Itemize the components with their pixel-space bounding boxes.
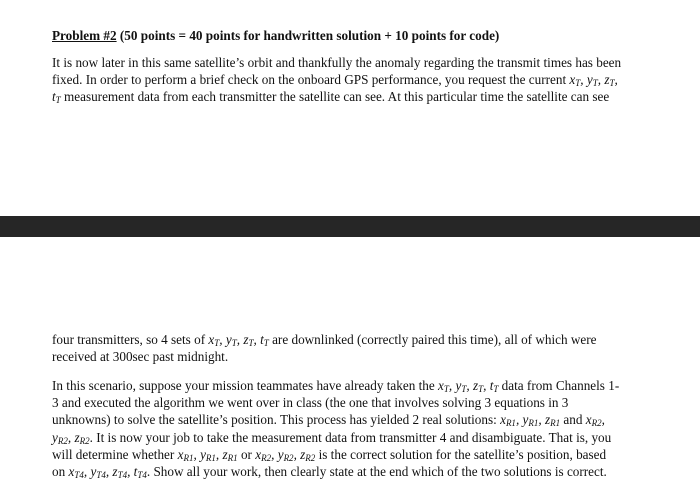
text-run: fixed. In order to perform a brief check on the onboard GPS performance, you request the current: [52, 72, 567, 88]
paragraph-2: [52, 331, 670, 365]
paragraph-1: [52, 54, 670, 106]
text-run: 3 and executed the algorithm we went over in class (the one that involves solving 3 equations in 3: [52, 395, 569, 411]
problem-heading: [52, 27, 672, 44]
paragraph-2-line: [52, 348, 670, 365]
text-run: and: [563, 412, 583, 428]
paragraph-2-line: four transmitters, so 4 sets of $x_T$, $y_T$, $z_T$, $t_T$ are downlinked (correctly paired this time), all of which were: [52, 332, 597, 348]
text-run: is the correct solution for the satellite’s position, based: [318, 446, 607, 462]
paragraph-3: [52, 377, 670, 480]
paragraph-1-line: [52, 54, 670, 71]
document-page-top: [0, 0, 700, 216]
text-run: It is now later in this same satellite’s orbit and thankfully the anomaly regarding the transmit times has been: [52, 55, 622, 70]
text-run: on: [52, 464, 66, 480]
text-run: unknowns) to solve the satellite’s position. This process has yielded 2 real solutions:: [52, 412, 497, 428]
paragraph-1-line: fixed. In order to perform a brief check on the onboard GPS performance, you request the current $x_T$, $y_T$, $z_T$,: [52, 72, 618, 89]
text-run: are downlinked (correctly paired this time), all of which were: [272, 332, 597, 347]
problem-points: (50 points = 40 points for handwritten solution + 10 points for code): [119, 28, 500, 43]
paragraph-3-line: will determine whether $x_{R1}$, $y_{R1}$, $z_{R1}$ or $x_{R2}$, $y_{R2}$, $z_{R2}$ is the correct solution for the satellite’s position, based: [52, 446, 607, 463]
text-run: will determine whether: [52, 446, 175, 462]
text-run: or: [240, 446, 252, 462]
text-run: In this scenario, suppose your mission teammates have already taken the: [52, 378, 435, 393]
text-run: . It is now your job to take the measurement data from transmitter 4 and disambiguate. That is, you: [89, 429, 612, 445]
paragraph-1-line: $t_T$ measurement data from each transmitter the satellite can see. At this particular time the satellite can see: [52, 89, 610, 106]
text-run: received at 300sec past midnight.: [52, 349, 229, 365]
paragraph-3-line: on $x_{T4}$, $y_{T4}$, $z_{T4}$, $t_{T4}$. Show all your work, then clearly state at the end which of the two solutions is correct.: [52, 464, 607, 481]
problem-number: Problem #2: [52, 28, 117, 43]
text-run: data from Channels 1-: [501, 378, 620, 393]
text-run: measurement data from each transmitter the satellite can see. At this particular time the satellite can see: [63, 89, 610, 105]
paragraph-3-line: unknowns) to solve the satellite’s position. This process has yielded 2 real solutions: $x_{R1}$, $y_{R1}$, $z_{R1}$ and $x_{R2}$,: [52, 412, 605, 429]
page-break-bar: [0, 216, 700, 237]
paragraph-3-line: [52, 394, 670, 411]
text-run: . Show all your work, then clearly state at the end which of the two solutions is correct.: [146, 464, 607, 480]
text-run: four transmitters, so 4 sets of: [52, 332, 206, 347]
paragraph-3-line: $y_{R2}$, $z_{R2}$. It is now your job to take the measurement data from transmitter 4 and disambiguate. That is, you: [52, 429, 612, 446]
paragraph-3-line: In this scenario, suppose your mission teammates have already taken the $x_T$, $y_T$, $z_T$, $t_T$ data from Channels 1-: [52, 378, 620, 394]
